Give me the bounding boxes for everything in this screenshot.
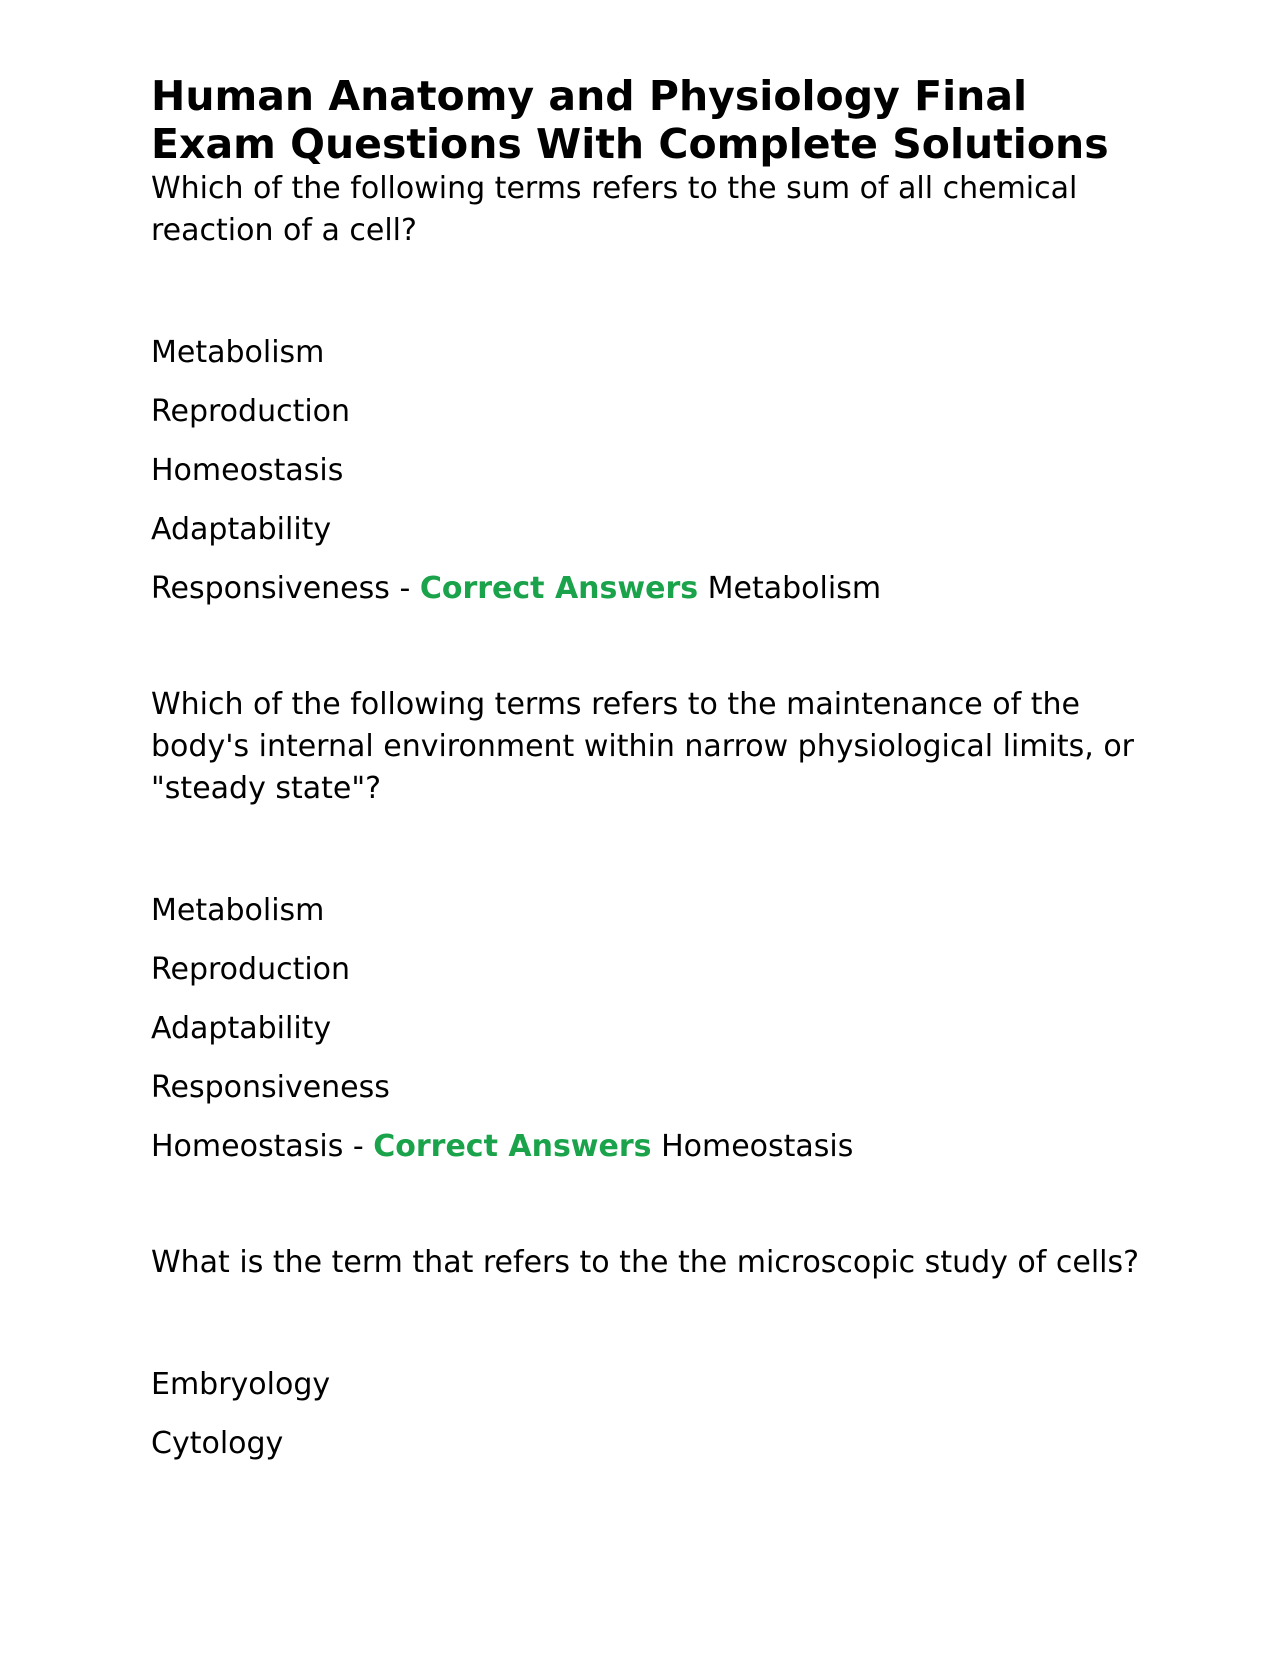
question-block-1 — [151, 168, 1141, 610]
option-item: Metabolism — [151, 893, 325, 928]
option-item: Reproduction — [151, 952, 351, 987]
correct-answers-label: Correct Answers — [419, 571, 699, 606]
answer-text: Metabolism — [707, 571, 882, 606]
document-title: Human Anatomy and Physiology Final Exam Questions With Complete Solutions — [151, 72, 1109, 168]
question-text: What is the term that refers to the the microscopic study of cells? — [151, 1245, 1140, 1280]
question-text: Which of the following terms refers to the sum of all chemical reaction of a cell? — [151, 171, 1078, 248]
option-item: Metabolism — [151, 335, 325, 370]
option-with-answer: Homeostasis - Correct Answers Homeostasis — [151, 1129, 854, 1164]
answer-text: Homeostasis — [661, 1129, 854, 1164]
option-item: Homeostasis — [151, 453, 344, 488]
question-block-3 — [151, 1242, 1141, 1465]
option-item: Responsiveness — [151, 571, 390, 606]
correct-answers-label: Correct Answers — [373, 1129, 652, 1164]
option-item: Adaptability — [151, 512, 332, 547]
option-item: Cytology — [151, 1426, 284, 1461]
option-item: Embryology — [151, 1367, 331, 1402]
option-item: Adaptability — [151, 1011, 332, 1046]
option-item: Responsiveness — [151, 1070, 390, 1105]
document-page — [151, 72, 1141, 1482]
question-block-2 — [151, 684, 1141, 1168]
option-item: Homeostasis — [151, 1129, 344, 1164]
option-item: Reproduction — [151, 394, 351, 429]
option-with-answer: Responsiveness - Correct Answers Metabolism — [151, 571, 882, 606]
question-text: Which of the following terms refers to the maintenance of the body's internal environment within narrow physiological limits, or "steady state"? — [151, 687, 1135, 806]
